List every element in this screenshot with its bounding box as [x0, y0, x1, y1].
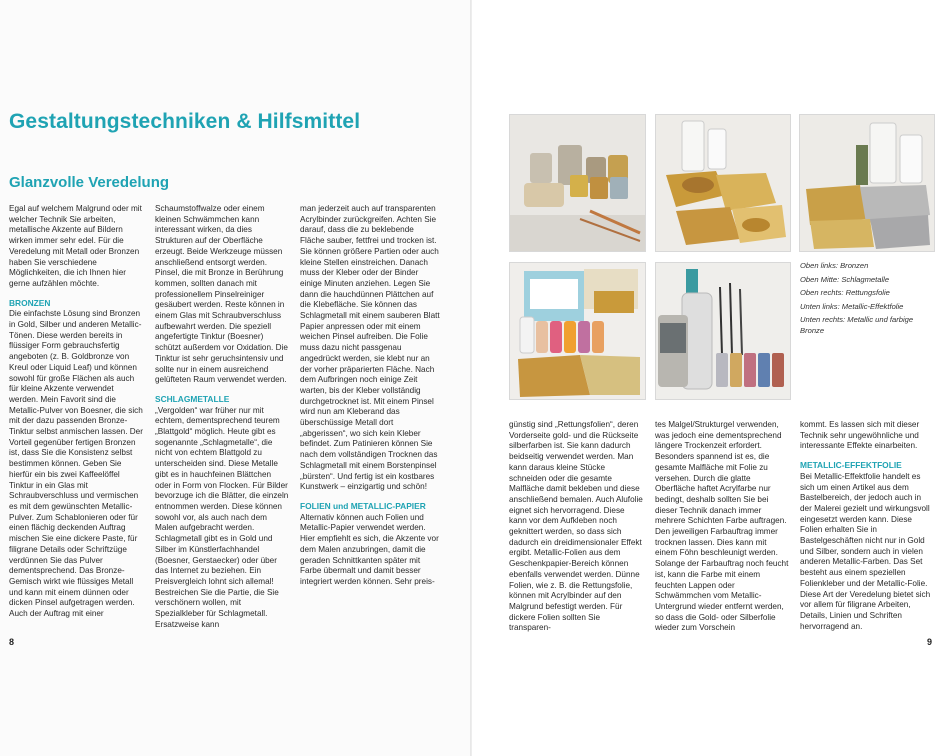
- paragraph-tools: Schaumstoffwalze oder einem kleinen Schwämmchen kann interessant wirken, da dies Strukturen auf der Oberfläche erzeugt. Beide Werkzeuge müssen anschließend entsorgt werden. Pinsel, die mit Bronze in Berührung kommen, sollten danach mit professionellem Pinselreiniger gesäubert werden. Reste können in einem Glas mit Schraubverschluss aufbewahrt werden. Die speziell angefertigte Tinktur (Boesner) schützt außerdem vor Oxidation. Die Tinktur ist sehr geruchsintensiv und sollte nur in einem ausreichend gelüfteten Raum verwendet werden.: [155, 204, 288, 385]
- photo-captions: [800, 261, 920, 339]
- paragraph-rettungsfolie: günstig sind „Rettungsfolien“, deren Vorderseite gold- und die Rückseite silberfarben ist. Sie kann dadurch beidseitig verwendet werden. Man kann daraus kleine Stücke schneiden oder die gesamte Malfläche damit bekleben und diese anschließend bemalen. Auch Alufolie eignet sich hervorragend. Diese kann vor dem Aufkleben noch geknittert werden, so dass sich dadurch ein dreidimensionaler Effekt ergibt. Metallic-Folien aus dem Geschenkpapier-Bereich können ebenfalls verwendet werden. Dünne Folien, wie z. B. die Rettungsfolie, können mit Acrylbinder auf den Malgrund befestigt werden. Für dickere Folien sollten Sie transparen-: [509, 420, 643, 633]
- section-title: Glanzvolle Veredelung: [9, 174, 170, 191]
- paragraph-application: man jederzeit auch auf transparenten Acrylbinder zurückgreifen. Achten Sie darauf, dass die zu beklebende Fläche sauber, fettfrei und trocken ist. Sie können größere Partien oder auch kleine Stellen einstreichen. Danach muss der Kleber oder der Binder einige Minuten anziehen. Legen Sie dann die hauchdünnen Plättchen auf die Klebefläche. Sie können das Schlagmetall mit einem sauberen Blatt Papier anpressen oder mit einem weichen Pinsel aufreiben. Die Folie muss dazu nicht passgenau angedrückt werden, sie klebt nur an der vorher präparierten Fläche. Nach dem Aufbringen noch einige Zeit warten, bis der Kleber vollständig durchgetrocknet ist. Mit einem Pinsel wird nun am Kleberand das überschüssige Metall dort „abgerissen“, wo sich kein Kleber befindet. Zum Patinieren können Sie nach dem vollständigen Trocknen das Schlagmetall mit einem Borstenpinsel „bürsten“. Und fertig ist ein kostbares Kunstwerk – einzigartig und schön!: [300, 204, 440, 492]
- photo-metallic-bronze: [655, 262, 791, 400]
- caption: Oben rechts: Rettungsfolie: [800, 288, 890, 297]
- intro-paragraph: Egal auf welchem Malgrund oder mit welcher Technik Sie arbeiten, metallische Akzente auf Bildern wirken immer sehr edel. Für die Veredelung mit Metall oder Bronzen haben Sie verschiedene Möglichkeiten, die ich Ihnen hier gerne aufzählen möchte.: [9, 204, 142, 288]
- paragraph-bronzen: Die einfachste Lösung sind Bronzen in Gold, Silber und anderen Metallic-Tönen. Diese werden bereits in flüssiger Form gebrauchsfertig angeboten (z. B. Goldbronze von Kreul oder Liquid Leaf) und können sowohl für große Flächen als auch für kleine Akzente verwendet werden. Mein Favorit sind die Metallic-Pulver von Boesner, die sich mit der dazu passenden Bronze-Tinktur selbst anmischen lassen. Der Vorteil gegenüber fertigen Bronzen ist, dass Sie die Konsistenz selbst bestimmen können. Geben Sie hierfür ein bis zwei Kaffeelöffel Tinktur in ein Glas mit Schraubverschluss und vermischen es mit dem gewünschten Metallic-Pulver. Zum Schablonieren oder für einen flächig deckenden Auftrag mischen Sie eine dickere Paste, für filigrane Details oder Schriftzüge verdünnen Sie das Pulver dementsprechend. Das Bronze-Gemisch wirkt wie flüssiges Metall und kann mit einem dünnen oder dicken Pinsel aufgetragen werden. Auch der Auftrag mit einer: [9, 309, 143, 619]
- paragraph-effekte: kommt. Es lassen sich mit dieser Technik sehr ungewöhnliche und interessante Effekte einarbeiten.: [800, 420, 920, 451]
- paragraph-effektfolie: Bei Metallic-Effektfolie handelt es sich um einen Artikel aus dem Bastelbereich, der jedoch auch in der Malerei gezielt und wirkungsvoll eingesetzt werden kann. Diese Folien erhalten Sie in Bastelgeschäften nicht nur in Gold und Silber, sondern auch in vielen anderen Metallic-Farben. Das Set besteht aus einem speziellen Folienkleber und der Metallic-Folie. Diese Art der Veredelung bietet sich vor allem für filigrane Arbeiten, Details, Linien und Schriften hervorragend an.: [800, 471, 931, 631]
- text-column-4: [509, 420, 644, 634]
- page-title: Gestaltungstechniken & Hilfsmittel: [9, 110, 361, 133]
- heading-folien: FOLIEN und METALLIC-PAPIER: [300, 500, 426, 511]
- paragraph-schlagmetalle: „Vergolden“ war früher nur mit echtem, dementsprechend teurem „Blattgold“ möglich. Heute gibt es sogenannte „Schlagmetalle“, die nicht von echtem Blattgold zu unterscheiden sind. Diese Metalle gibt es in hauchfeinen Blättchen oder in Form von Flocken. Für Bilder bevorzuge ich die Blätter, die einzeln entnommen werden. Diese können sowohl vor, als auch nach dem Malen aufgebracht werden. Schlagmetall gibt es in Gold und Silber im Künstlerfachhandel (Boesner, Gerstaecker) oder über das Internet zu beziehen. Ein Preisvergleich lohnt sich allemal! Bestreichen Sie die Partie, die Sie verschönern wollen, mit Spezialkleber für Schlagmetall. Ersatzweise kann: [155, 405, 289, 629]
- heading-schlagmetalle: SCHLAGMETALLE: [155, 393, 230, 404]
- text-column-3: [300, 204, 440, 588]
- page-number-right: 9: [927, 637, 933, 647]
- rettungsfolie-image: [800, 115, 934, 251]
- metallic-bronze-image: [656, 263, 790, 399]
- schlagmetalle-image: [656, 115, 790, 251]
- page-number-left: 8: [9, 637, 15, 647]
- photo-effektfolie: [509, 262, 646, 400]
- text-column-2: [155, 204, 289, 630]
- text-column-1: [9, 204, 143, 620]
- effektfolie-image: [510, 263, 645, 399]
- bronzen-image: [510, 115, 645, 251]
- caption: Oben Mitte: Schlagmetalle: [800, 274, 890, 284]
- caption: Unten rechts: Metallic und farbige Bronze: [800, 315, 914, 335]
- paragraph-folien: Alternativ können auch Folien und Metallic-Papier verwendet werden. Hier empfiehlt es sich, die Akzente vor dem Malen anzubringen, damit die geraden Schnittkanten später mit Farbe übermalt und damit besser integriert werden können. Sehr preis-: [300, 512, 439, 586]
- text-column-5: [655, 420, 789, 634]
- photo-rettungsfolie: [799, 114, 935, 252]
- heading-bronzen: BRONZEN: [9, 297, 51, 308]
- caption: Unten links: Metallic-Effektfolie: [800, 301, 904, 311]
- left-page: [0, 0, 472, 756]
- heading-metallic-effektfolie: METALLIC-EFFEKTFOLIE: [800, 460, 902, 471]
- photo-schlagmetalle: [655, 114, 791, 252]
- text-column-6: [800, 420, 934, 632]
- paragraph-malgel: tes Malgel/Strukturgel verwenden, was jedoch eine dementsprechend längere Trockenzeit erfordert. Besonders spannend ist es, die gesamte Malfläche mit Folie zu versehen. Durch die glatte Oberfläche haftet Acrylfarbe nur bedingt, deshalb sollten Sie bei dieser Technik danach immer mehrere Schichten Farbe auftragen. Den jeweiligen Farbauftrag immer trocknen lassen. Dies kann mit einem Föhn beschleunigt werden. Solange der Farbauftrag noch feucht ist, kann die Farbe mit einem feuchten Lappen oder Schwämmchen vom Metallic-Untergrund wieder entfernt werden, so dass die Gold- oder Silberfolie wieder zum Vorschein: [655, 420, 789, 633]
- photo-bronzen: [509, 114, 646, 252]
- caption: Oben links: Bronzen: [800, 261, 869, 270]
